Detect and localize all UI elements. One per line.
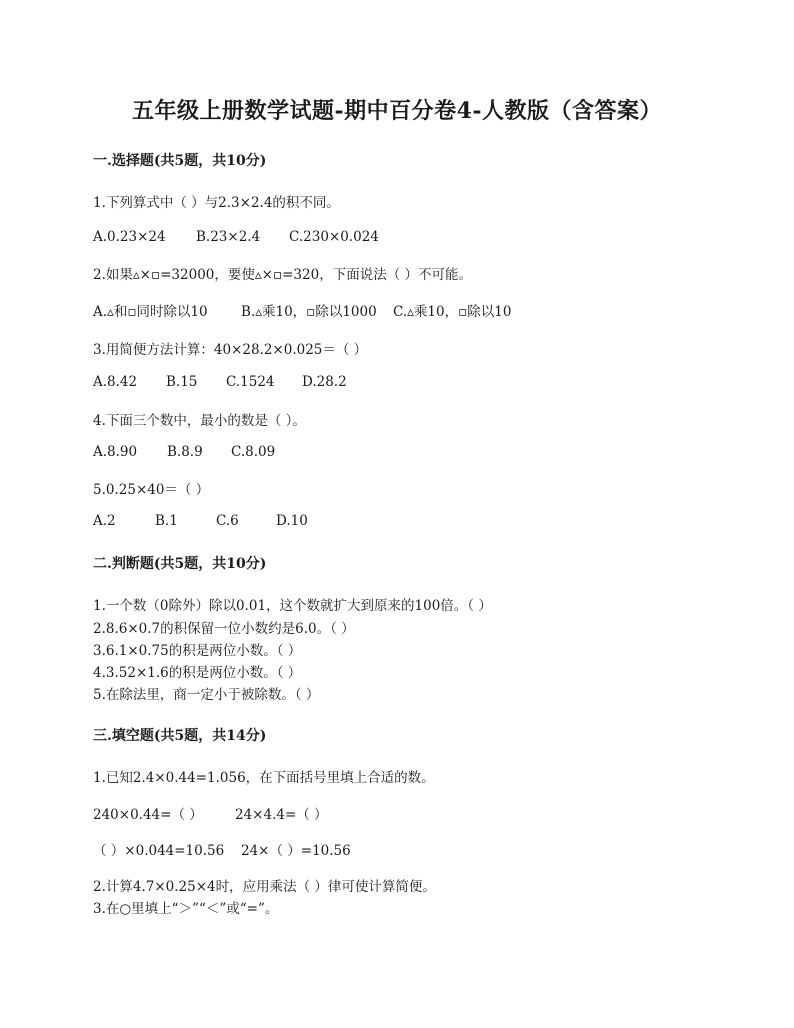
option-c: C.▵乘10，▫除以10 — [393, 304, 512, 320]
fill-blank: 24×（ ）=10.56 — [241, 843, 351, 859]
section-heading-fill: 三.填空题(共5题，共14分) — [93, 728, 267, 744]
question-4-options — [93, 444, 275, 460]
option-c: C.8.09 — [231, 444, 276, 460]
option-b: B.15 — [166, 374, 198, 390]
option-a: A.2 — [93, 513, 116, 529]
option-b: B.23×2.4 — [196, 229, 261, 245]
fill-question-3: 3.在○里填上“＞”“＜”或“=”。 — [93, 901, 279, 917]
question-2-text: 2.如果▵×▫=32000，要使▵×▫=320，下面说法（ ）不可能。 — [93, 267, 472, 283]
section-heading-choice: 一.选择题(共5题，共10分) — [93, 153, 267, 169]
question-4-text: 4.下面三个数中，最小的数是（ ）。 — [93, 413, 306, 429]
question-3-options — [93, 374, 347, 390]
option-b: B.▵乘10，▫除以1000 — [241, 304, 377, 320]
question-2-options — [93, 300, 511, 320]
question-3-text: 3.用简便方法计算：40×28.2×0.025＝（ ） — [93, 342, 368, 358]
fill-question-1-row-2 — [93, 839, 351, 859]
fill-question-2: 2.计算4.7×0.25×4时，应用乘法（ ）律可使计算简便。 — [93, 879, 436, 895]
option-a: A.8.90 — [93, 444, 138, 460]
option-a: A.▵和▫同时除以10 — [93, 304, 208, 320]
option-c: C.6 — [216, 513, 239, 529]
section-heading-judge: 二.判断题(共5题，共10分) — [93, 556, 267, 572]
fill-blank: （ ）×0.044=10.56 — [93, 843, 225, 859]
option-c: C.1524 — [226, 374, 275, 390]
fill-blank: 240×0.44=（ ） — [93, 807, 203, 823]
question-5-text: 5.0.25×40＝（ ） — [93, 482, 210, 498]
option-d: D.28.2 — [302, 374, 347, 390]
judge-item-4: 4.3.52×1.6的积是两位小数。（ ） — [93, 665, 302, 681]
option-b: B.1 — [155, 513, 178, 529]
judge-item-1: 1.一个数（0除外）除以0.01，这个数就扩大到原来的100倍。（ ） — [93, 598, 492, 614]
option-c: C.230×0.024 — [289, 229, 379, 245]
judge-item-2: 2.8.6×0.7的积保留一位小数约是6.0。（ ） — [93, 621, 355, 637]
page-title: 五年级上册数学试题-期中百分卷4-人教版（含答案） — [131, 98, 663, 124]
option-d: D.10 — [276, 513, 308, 529]
judge-item-5: 5.在除法里，商一定小于被除数。（ ） — [93, 687, 320, 703]
option-b: B.8.9 — [167, 444, 203, 460]
fill-question-1-text: 1.已知2.4×0.44=1.056，在下面括号里填上合适的数。 — [93, 770, 435, 786]
question-5-options — [93, 513, 308, 529]
question-1-text: 1.下列算式中（ ）与2.3×2.4的积不同。 — [93, 195, 340, 211]
judge-item-3: 3.6.1×0.75的积是两位小数。（ ） — [93, 643, 302, 659]
option-a: A.8.42 — [93, 374, 138, 390]
question-1-options — [93, 229, 379, 245]
option-a: A.0.23×24 — [93, 229, 166, 245]
fill-question-1-row-1 — [93, 803, 328, 823]
fill-blank: 24×4.4=（ ） — [235, 807, 328, 823]
